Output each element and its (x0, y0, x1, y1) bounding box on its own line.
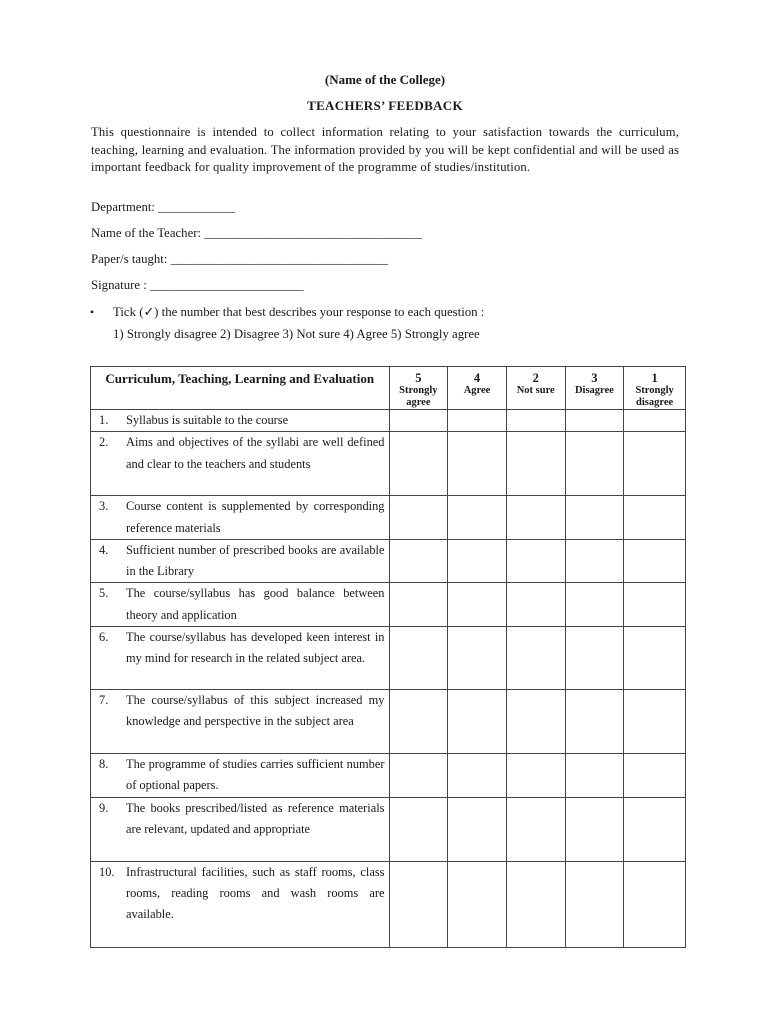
response-cell[interactable] (565, 410, 624, 432)
section-title: Curriculum, Teaching, Learning and Evaluation (91, 367, 390, 410)
table-row (91, 583, 686, 627)
question-text: Course content is supplemented by corresponding reference materials (126, 499, 385, 535)
teacher-name-field: Name of the Teacher: __________________________________ (91, 226, 422, 240)
response-cell[interactable] (448, 754, 507, 798)
question-cell (91, 583, 390, 627)
question-cell (91, 539, 390, 583)
response-cell[interactable] (448, 432, 507, 496)
question-number: 8. (99, 757, 109, 772)
question-cell (91, 496, 390, 540)
column-number: 5 (415, 371, 422, 385)
response-cell[interactable] (624, 627, 686, 690)
response-cell[interactable] (624, 432, 686, 496)
response-cell[interactable] (448, 496, 507, 540)
question-number: 5. (99, 586, 109, 601)
question-cell (91, 432, 390, 496)
response-cell[interactable] (624, 861, 686, 947)
question-number: 6. (99, 630, 109, 645)
response-cell[interactable] (448, 797, 507, 861)
response-cell[interactable] (506, 432, 565, 496)
response-cell[interactable] (565, 539, 624, 583)
response-cell[interactable] (506, 861, 565, 947)
papers-taught-field: Paper/s taught: __________________________________ (91, 252, 389, 266)
response-cell[interactable] (624, 797, 686, 861)
question-cell (91, 861, 390, 947)
response-cell[interactable] (624, 583, 686, 627)
response-cell[interactable] (506, 754, 565, 798)
response-cell[interactable] (448, 627, 507, 690)
question-text: Syllabus is suitable to the course (126, 413, 289, 427)
column-number: 3 (591, 371, 598, 385)
question-cell (91, 627, 390, 690)
table-row (91, 754, 686, 798)
response-cell[interactable] (506, 690, 565, 754)
response-cell[interactable] (389, 539, 448, 583)
college-name: (Name of the College) (324, 72, 446, 87)
response-cell[interactable] (506, 539, 565, 583)
question-text: The course/syllabus has good balance between theory and application (126, 586, 385, 622)
response-cell[interactable] (565, 861, 624, 947)
response-cell[interactable] (506, 410, 565, 432)
response-cell[interactable] (565, 754, 624, 798)
column-label: Disagree (574, 385, 614, 396)
response-cell[interactable] (506, 627, 565, 690)
response-cell[interactable] (565, 583, 624, 627)
question-text: The programme of studies carries sufficient number of optional papers. (126, 757, 385, 793)
column-label: Agree (463, 385, 491, 396)
question-text: Aims and objectives of the syllabi are well defined and clear to the teachers and students (126, 435, 385, 471)
question-number: 2. (99, 435, 109, 450)
table-row (91, 627, 686, 690)
question-cell (91, 690, 390, 754)
intro-paragraph: This questionnaire is intended to collect information relating to your satisfaction towards the curriculum, teaching, learning and evaluation. The information provided by you will be kept confidential and will be used as important feedback for quality improvement of the programme of studies/institution. (91, 125, 679, 174)
response-cell[interactable] (624, 754, 686, 798)
response-cell[interactable] (506, 583, 565, 627)
response-cell[interactable] (506, 496, 565, 540)
table-row (91, 539, 686, 583)
response-cell[interactable] (448, 861, 507, 947)
column-header (565, 367, 624, 410)
response-cell[interactable] (565, 627, 624, 690)
column-number: 2 (532, 371, 539, 385)
table-row (91, 496, 686, 540)
column-label: Not sure (516, 385, 555, 396)
page-title: TEACHERS’ FEEDBACK (307, 98, 463, 113)
table-row (91, 690, 686, 754)
response-cell[interactable] (448, 539, 507, 583)
column-label: Strongly agree (399, 385, 438, 408)
column-number: 1 (651, 371, 658, 385)
table-header-row (91, 367, 686, 410)
question-cell (91, 797, 390, 861)
response-cell[interactable] (506, 797, 565, 861)
table-row (91, 861, 686, 947)
response-cell[interactable] (448, 690, 507, 754)
response-cell[interactable] (389, 754, 448, 798)
feedback-table (90, 366, 686, 948)
response-cell[interactable] (565, 690, 624, 754)
column-label: Strongly disagree (635, 385, 674, 408)
question-number: 7. (99, 693, 109, 708)
table-row (91, 797, 686, 861)
question-number: 1. (99, 413, 109, 427)
question-number: 3. (99, 499, 109, 514)
response-cell[interactable] (389, 410, 448, 432)
response-cell[interactable] (389, 690, 448, 754)
response-cell[interactable] (624, 539, 686, 583)
response-cell[interactable] (565, 797, 624, 861)
rating-scale: 1) Strongly disagree 2) Disagree 3) Not sure 4) Agree 5) Strongly agree (113, 327, 480, 341)
response-cell[interactable] (624, 690, 686, 754)
question-text: Infrastructural facilities, such as staff rooms, class rooms, reading rooms and wash rooms are available. (126, 864, 385, 922)
response-cell[interactable] (389, 583, 448, 627)
column-header (389, 367, 448, 410)
question-number: 4. (99, 542, 109, 557)
question-cell (91, 754, 390, 798)
column-header (506, 367, 565, 410)
department-field: Department: ____________ (91, 200, 235, 214)
response-cell[interactable] (389, 496, 448, 540)
question-number: 10. (99, 864, 115, 879)
response-cell[interactable] (624, 410, 686, 432)
question-text: The books prescribed/listed as reference materials are relevant, updated and appropriate (126, 800, 385, 836)
response-cell[interactable] (389, 861, 448, 947)
tick-instruction: Tick (✓) the number that best describes your response to each question : (113, 305, 485, 319)
response-cell[interactable] (448, 583, 507, 627)
column-header (624, 367, 686, 410)
response-cell[interactable] (389, 627, 448, 690)
question-cell (91, 410, 390, 432)
question-text: The course/syllabus of this subject increased my knowledge and perspective in the subject area (126, 693, 385, 729)
question-text: Sufficient number of prescribed books are available in the Library (126, 542, 385, 579)
response-cell[interactable] (448, 410, 507, 432)
question-number: 9. (99, 800, 109, 815)
response-cell[interactable] (389, 797, 448, 861)
bullet-icon: • (90, 305, 95, 319)
column-number: 4 (473, 371, 481, 385)
column-header (448, 367, 507, 410)
table-row (91, 432, 686, 496)
table-row (91, 410, 686, 432)
response-cell[interactable] (389, 432, 448, 496)
response-cell[interactable] (565, 496, 624, 540)
question-text: The course/syllabus has developed keen interest in my mind for research in the related subject area. (126, 630, 385, 666)
response-cell[interactable] (624, 496, 686, 540)
response-cell[interactable] (565, 432, 624, 496)
signature-field: Signature : ________________________ (91, 278, 304, 292)
